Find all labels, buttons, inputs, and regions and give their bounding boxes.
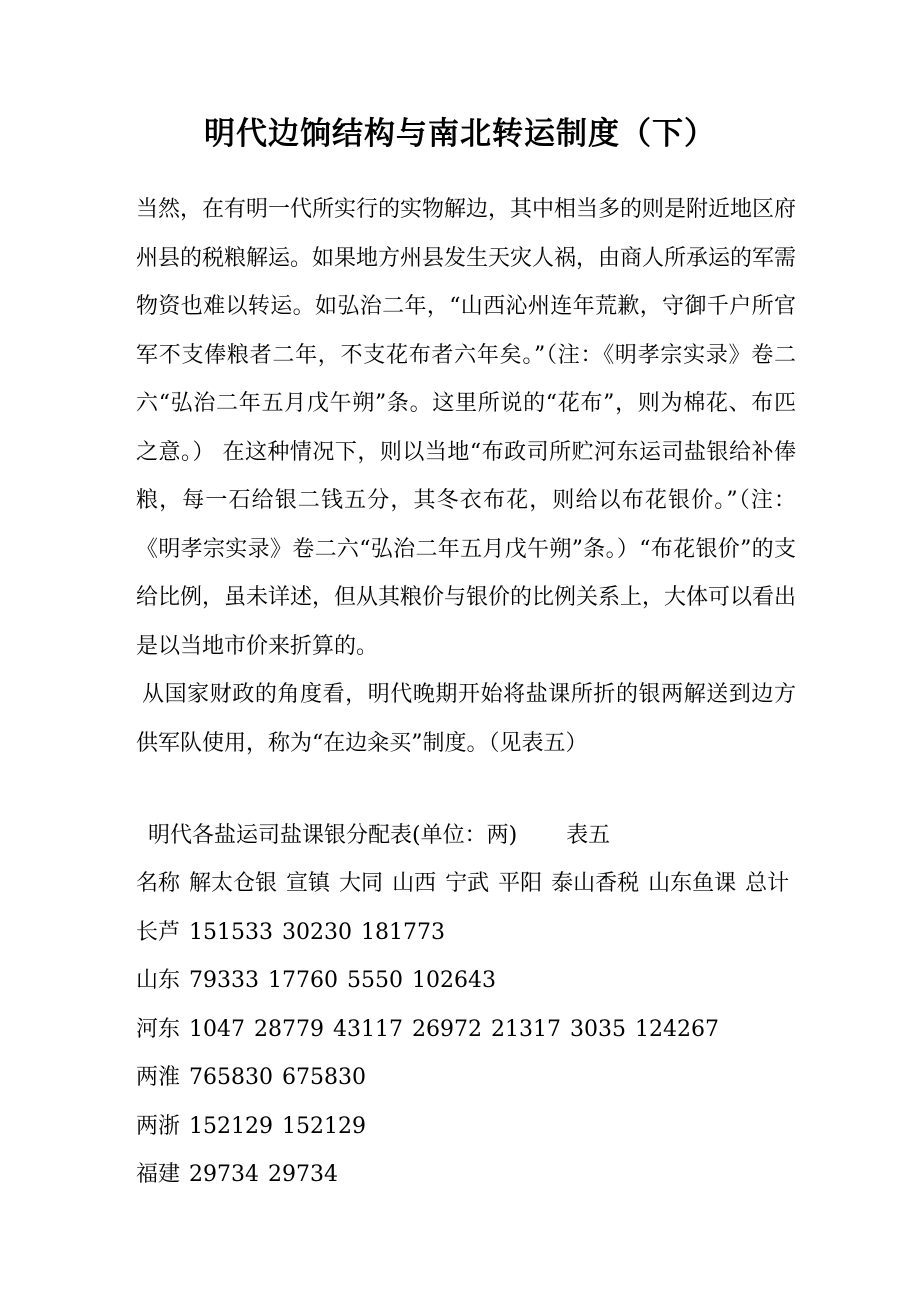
header-cell: 宣镇 [286, 871, 331, 896]
table-row [136, 1006, 816, 1055]
header-cell: 总计 [745, 871, 790, 896]
value-cell: 675830 [282, 1065, 366, 1090]
value-cell: 152129 [282, 1113, 366, 1139]
table-row [136, 1151, 816, 1200]
value-cell: 28779 [254, 1016, 325, 1042]
document-title: 明代边饷结构与南北转运制度（下） [204, 116, 716, 152]
paragraph-1: 当然，在有明一代所实行的实物解边，其中相当多的则是附近地区府州县的税粮解运。如果地方州县发生天灾人祸，由商人所承运的军需物资也难以转运。如弘治二年，“山西沁州连年荒歉，守御千户所官军不支俸粮者二年，不支花布者六年矣。”（注：《明孝宗实录》卷二六“弘治二年五月戊午朔”条。这里所说的“花布”，则为棉花、布匹之意。） 在这种情况下，则以当地“布政司所贮河东运司盐银给补俸粮，每一石给银二钱五分，其冬衣布花，则给以布花银价。”（注：《明孝宗实录》卷二六“弘治二年五月戊午朔”条。）“布花银价”的支给比例，虽未详述，但从其粮价与银价的比例关系上，大体可以看出是以当地市价来折算的。 [136, 197, 797, 659]
document-body [136, 186, 796, 768]
table-label: 表五 [566, 823, 611, 848]
value-cell: 29734 [268, 1162, 339, 1187]
value-cell: 43117 [333, 1016, 404, 1042]
value-cell: 79333 [189, 968, 260, 993]
value-cell: 181773 [361, 919, 445, 945]
table-caption-text: 明代各盐运司盐课银分配表(单位：两) [148, 823, 518, 848]
row-label-cell: 山东 [136, 968, 181, 993]
paragraph-2: 从国家财政的角度看，明代晚期开始将盐课所折的银两解送到边方供军队使用，称为“在边籴买”制度。（见表五） [136, 682, 796, 756]
value-cell: 151533 [189, 919, 273, 945]
row-label-cell: 两浙 [136, 1113, 181, 1139]
row-label-cell: 福建 [136, 1162, 181, 1187]
value-cell: 21317 [491, 1016, 562, 1042]
table-caption [148, 814, 610, 858]
value-cell: 30230 [282, 919, 352, 945]
value-cell: 17760 [268, 968, 339, 993]
value-cell: 29734 [189, 1162, 260, 1187]
row-label-cell: 长芦 [136, 919, 181, 945]
value-cell: 5550 [347, 968, 404, 993]
salt-revenue-table [136, 860, 816, 1200]
header-cell: 宁武 [445, 871, 490, 896]
table-row [136, 957, 816, 1006]
header-cell: 山东鱼课 [648, 871, 737, 896]
header-cell: 平阳 [498, 871, 543, 896]
value-cell: 26972 [412, 1016, 483, 1042]
header-cell: 大同 [339, 871, 384, 896]
value-cell: 3035 [570, 1016, 627, 1042]
value-cell: 1047 [189, 1016, 246, 1042]
table-row [136, 909, 816, 958]
table-header-row [136, 860, 816, 909]
table-row [136, 1054, 816, 1103]
value-cell: 152129 [189, 1113, 273, 1139]
table-row [136, 1103, 816, 1152]
header-cell: 名称 [136, 871, 181, 896]
value-cell: 102643 [412, 968, 496, 993]
row-label-cell: 河东 [136, 1016, 181, 1042]
value-cell: 124267 [635, 1016, 719, 1042]
value-cell: 765830 [189, 1065, 273, 1090]
header-cell: 解太仓银 [189, 871, 278, 896]
header-cell: 山西 [392, 871, 437, 896]
header-cell: 泰山香税 [551, 871, 640, 896]
row-label-cell: 两淮 [136, 1065, 181, 1090]
